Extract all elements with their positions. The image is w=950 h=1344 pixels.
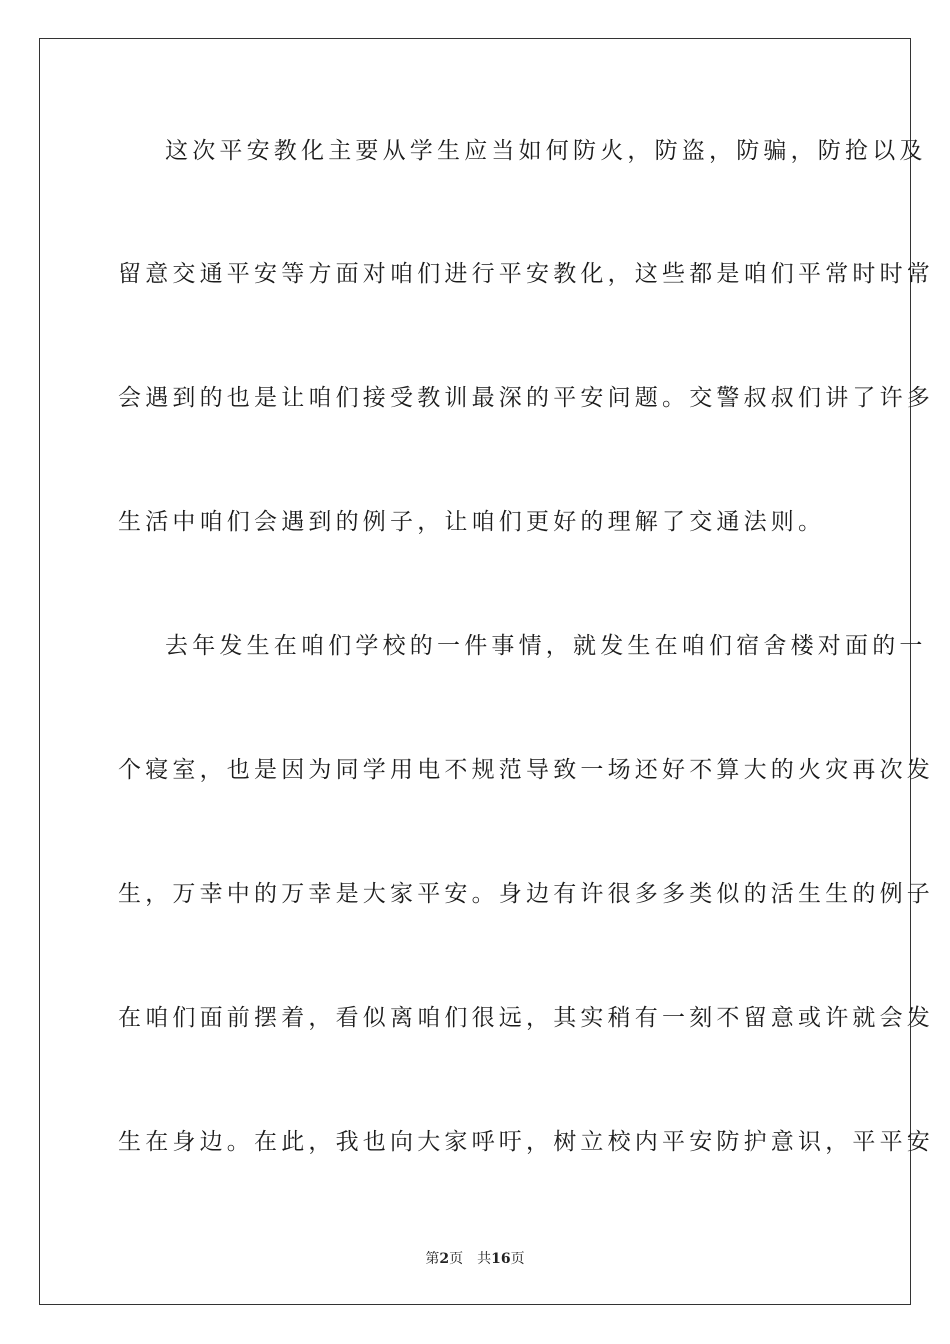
text-line: 这次平安教化主要从学生应当如何防火，防盗，防骗，防抢以及 xyxy=(165,138,927,164)
total-prefix: 共 xyxy=(477,1251,492,1267)
text-line: 生，万幸中的万幸是大家平安。身边有许很多多类似的活生生的例子 xyxy=(118,881,934,907)
text-line: 在咱们面前摆着，看似离咱们很远，其实稍有一刻不留意或许就会发 xyxy=(118,1005,934,1031)
page-suffix: 页 xyxy=(449,1251,464,1267)
text-line: 会遇到的也是让咱们接受教训最深的平安问题。交警叔叔们讲了许多 xyxy=(118,385,934,411)
total-suffix: 页 xyxy=(510,1251,525,1267)
total-pages: 16 xyxy=(491,1251,511,1267)
text-line: 生在身边。在此，我也向大家呼吁，树立校内平安防护意识，平平安 xyxy=(118,1129,934,1155)
text-line: 生活中咱们会遇到的例子，让咱们更好的理解了交通法则。 xyxy=(118,509,826,535)
page-number: 2 xyxy=(439,1251,450,1267)
text-line: 个寝室，也是因为同学用电不规范导致一场还好不算大的火灾再次发 xyxy=(118,757,934,783)
page-prefix: 第 xyxy=(425,1251,440,1267)
page-frame xyxy=(39,38,934,1305)
text-line: 去年发生在咱们学校的一件事情，就发生在咱们宿舍楼对面的一 xyxy=(165,633,927,659)
page-footer xyxy=(0,1250,950,1268)
text-line: 留意交通平安等方面对咱们进行平安教化，这些都是咱们平常时时常 xyxy=(118,261,934,287)
